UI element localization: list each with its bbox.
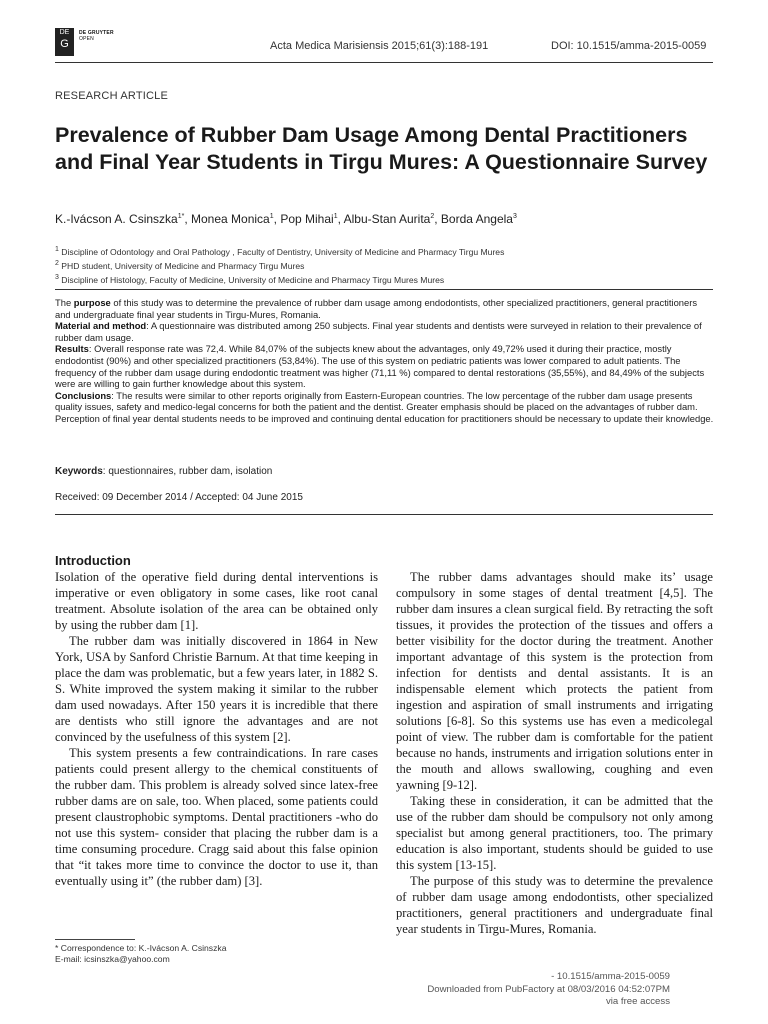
body-paragraph: Isolation of the operative field during dental interventions is imperative or even obligatory in some cases, like root canal treatment. Absolute isolation of the area can be obtained only by using the rubber dam [1]. [55,570,378,632]
author-affil-sup: 1 [333,213,338,220]
abstract-results-label: Results [55,343,89,355]
affiliation-sup: 3 [55,273,59,281]
keywords-label: Keywords [55,466,103,477]
journal-citation: Acta Medica Marisiensis 2015;61(3):188-191 [270,40,489,52]
article-title: Prevalence of Rubber Dam Usage Among Dental Practitioners and Final Year Students in Tirgu Mures: A Questionnaire Survey [55,123,708,174]
abstract-divider-top [55,289,713,290]
abstract-results: Results: Overall response rate was 72,4. While 84,07% of the subjects knew about the advantages, only 49,72% used it during their practice, mostly endodontist (90%) and other specialized practitioners (53,84%). The use of this system on pediatric patients was lower compared to adult patients. The frequency of the rubber dam usage during endodontic treatment was higher (71,11 %) compared to dental restorations (35,55%), and 84,49% of the subjects were are willing to gain further knowledge about this system. [55,343,705,390]
body-paragraph: The rubber dam was initially discovered in 1864 in New York, USA by Sanford Christie Barnum. At that time keeping in place the dam was problematic, but a few years later, in 1882 S. S. White improved the system making it similar to the rubber dam used nowadays. After 150 years it is incredible that there are dentists who still ignore the advantages and are not convinced by the usefulness of this system [2]. [55,634,378,744]
author-name: Borda Angela [440,212,513,226]
publisher-name [79,30,114,42]
author-affil-sup: 3 [512,213,517,220]
author-name: Pop Mihai [280,212,334,226]
affiliation-item [55,244,715,258]
author-name: Monea Monica [191,212,270,226]
abstract-conclusions-label: Conclusions [55,389,112,401]
article-doi: DOI: 10.1515/amma-2015-0059 [551,40,707,52]
affiliation-item [55,258,715,272]
publisher-logo [55,28,74,56]
access-info: via free access [606,996,670,1008]
section-heading-introduction: Introduction [55,553,131,568]
affiliation-text: Discipline of Histology, Faculty of Medicine, University of Medicine and Pharmacy Tirgu Mures Mures [61,274,445,285]
keywords [55,466,272,477]
author-affil-sup: 2 [430,213,435,220]
author-name: Albu-Stan Aurita [343,212,431,226]
email-line: E-mail: icsinszka@yahoo.com [55,954,170,964]
author-list: K.-Ivácson A. Csinszka$^{1*}$, Monea Monica$^1$, Pop Mihai$^1$, Albu-Stan Aurita$^2$, Borda Angela$^3$ [55,212,517,226]
abstract-conclusions: Conclusions: The results were similar to other reports originally from Eastern-European countries. The low percentage of the rubber dam usage presents quality issues, safety and medico-legal concerns for both the patient and the dentist. Greater emphasis should be placed on the advantages of rubber dam. Perception of final year dental students needs to be improved and continuing dental education for practitioners should be necessary to update their knowledge. [55,389,714,424]
footnote [55,943,226,965]
affiliation-sup: 2 [55,259,59,267]
body-paragraph: This system presents a few contraindications. In rare cases patients could present allergy to the chemical constituents of the rubber dam. This problem is already solved since latex-free rubber dams are on sale, too. When placed, some patients could present claustrophobic symptoms. Dental practitioners -who do not use this system- consider that placing the rubber dam is a time consuming procedure. Cragg said about this false opinion that “it takes more time to convince the doctor to use it, than eventually using it” (the rubber dam) [3]. [55,746,378,888]
body-column-right [396,569,713,937]
abstract-purpose: The purpose of this study was to determine the prevalence of rubber dam usage among endodontists, other specialized practitioners, general practitioners and undergraduate final year students in Tirgu-Mures, Romania. [55,297,698,320]
body-paragraph: The rubber dams advantages should make its’ usage compulsory in some stages of dental treatment [4,5]. The rubber dam insures a clean surgical field. By retracting the soft tissues, it provides the protection of the tissues and offers a better visibility for the doctor during the treatment. Another important advantage of this system is the protection from infection for dentists and dental assistants. It is an indispensable element which protects the patient from ingestion and aspiration of small instruments and irrigating solutions [6-8]. So this systems use has even a medicolegal point of view. The rubber dam is comfortable for the patient because no hands, instruments and irrigation solutions enter in the mouth and allows swallowing, coughing and even yawning [9-12]. [396,570,713,792]
publisher-line-2: OPEN [79,36,94,42]
download-stamp [427,971,670,1009]
author-affil-sup: 1 [269,213,274,220]
correspondence-line: * Correspondence to: K.-Ivácson A. Csinszka [55,943,227,953]
author-name: K.-Ivácson A. Csinszka [55,212,178,226]
download-doi: - 10.1515/amma-2015-0059 [551,971,670,982]
affiliation-text: Discipline of Odontology and Oral Pathology , Faculty of Dentistry, University of Medicine and Pharmacy Tirgu Mures [61,246,505,257]
header-divider [55,62,713,63]
affiliation-sup: 1 [55,246,59,253]
abstract-methods-label: Material and method [55,320,147,332]
received-dates: Received: 09 December 2014 / Accepted: 04 June 2015 [55,492,303,503]
affiliations [55,244,715,286]
keywords-text: : questionnaires, rubber dam, isolation [102,466,273,477]
footnote-divider [55,939,135,940]
logo-letter-g: G [60,38,69,50]
affiliation-item [55,272,715,286]
abstract-methods: Material and method: A questionnaire was distributed among 250 subjects. Final year students and dentists were surveyed in relation to their prevalence of rubber dam usage. [55,320,702,343]
body-paragraph: The purpose of this study was to determine the prevalence of rubber dam usage among endodontists, other specialized practitioners, general practitioners and undergraduate final year students in Tirgu-Mures, Romania. [396,874,713,936]
body-paragraph: Taking these in consideration, it can be admitted that the use of the rubber dam should be compulsory not only among specialist but among general practitioners, too. The primary education is also important, students should be guided to use this system [13-15]. [396,794,713,872]
author-affil-sup: 1* [177,213,185,220]
abstract-divider-bottom [55,514,713,515]
publisher-line-1: DE GRUYTER [79,30,114,36]
abstract-purpose-label: purpose [73,297,111,308]
affiliation-text: PHD student, University of Medicine and Pharmacy Tirgu Mures [61,260,305,271]
abstract [55,297,715,425]
download-info: Downloaded from PubFactory at 08/03/2016 04:52:07PM [427,983,670,995]
body-column-left [55,553,378,889]
article-type: RESEARCH ARTICLE [55,90,169,102]
logo-letters-top: DE [59,29,70,36]
